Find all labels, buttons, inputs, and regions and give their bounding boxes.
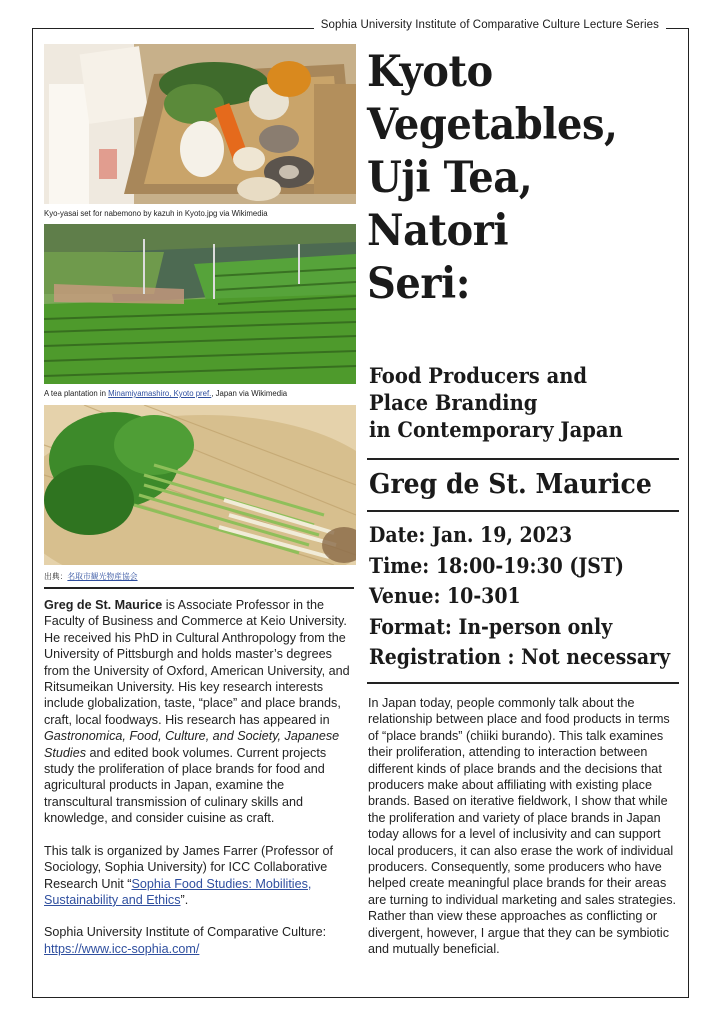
lecture-subtitle: Food Producers and Place Branding in Contemporary Japan xyxy=(369,363,623,442)
divider xyxy=(367,510,679,512)
photo-caption: 出典：名取市観光物産協会 xyxy=(44,572,138,581)
event-format: Format: In-person only xyxy=(369,613,613,639)
abstract-text: In Japan today, people commonly talk about the relationship between place and food products in terms of “place brands” (chiiki burando). This talk examines their proliferation, attending to interaction between different kinds of place brands and the decisions that producers make about affiliating with existing place brands. Based on iterative fieldwork, I show that while the proliferation and variety of place brands in Japan today allows for a level of inclusivity and can support local producers, it can also erase the work of individual producers. Consequently, some producers who have helped create meaningful place brands for their areas are turning to individual marketing and sales strategies. Rather than view these approaches as conflicting or divergent, however, I argue that they can be symbiotic and mutually beneficial. xyxy=(368,696,677,957)
research-unit-link[interactable]: Sophia Food Studies: Mobilities, Sustainability and Ethics xyxy=(44,876,312,907)
event-registration: Registration : Not necessary xyxy=(369,644,671,669)
photo-caption: A tea plantation in Minamiyamashiro, Kyoto pref., Japan via Wikimedia xyxy=(44,389,288,398)
tea-plantation-photo xyxy=(44,224,356,384)
event-venue: Venue: 10-301 xyxy=(369,583,521,608)
lecture-title: Kyoto Vegetables, Uji Tea, Natori Seri: xyxy=(367,47,618,309)
divider xyxy=(44,587,354,589)
speaker-name: Greg de St. Maurice xyxy=(369,469,652,500)
caption-link[interactable]: 名取市観光物産協会 xyxy=(67,572,138,581)
event-date: Date: Jan. 19, 2023 xyxy=(369,522,573,547)
speaker-bio xyxy=(44,597,356,973)
institute-url-link[interactable]: https://www.icc-sophia.com/ xyxy=(44,941,200,956)
event-time: Time: 18:00-19:30 (JST) xyxy=(369,552,624,578)
organizer-paragraph: This talk is organized by James Farrer (Professor of Sociology, Sophia University) for ICC Collaborative Research Unit “Sophia Food Studies: Mobilities, Sustainability and Ethics”. xyxy=(44,843,334,907)
natori-seri-bundle-photo xyxy=(44,405,356,565)
divider xyxy=(367,682,679,684)
divider xyxy=(367,458,679,460)
bio-name: Greg de St. Maurice xyxy=(44,598,163,612)
photo-caption: Kyo-yasai set for nabemono by kazuh in Kyoto.jpg via Wikimedia xyxy=(44,209,268,218)
institute-paragraph: Sophia University Institute of Comparative Culture: https://www.icc-sophia.com/ xyxy=(44,925,327,956)
bio-journals: Gastronomica, Food, Culture, and Society, Japanese Studies xyxy=(44,729,340,760)
bio-paragraph: Greg de St. Maurice is Associate Professor in the Faculty of Business and Commerce at Keio University. He received his PhD in Cultural Anthropology from the University of Pittsburgh and holds master’s degrees from the University of Oxford, American University, and Ritsumeikan University. His key research interests include globalization, taste, “place” and place brands, craft, local foodways. His research has appeared in Gastronomica, Food, Culture, and Society, Japanese Studies and edited book volumes. Current projects study the proliferation of place brands for food and agricultural products in Japan, examine the transcultural transmission of culinary skills and knowledge, and consider cuisine as craft. xyxy=(44,598,350,826)
kyo-yasai-vegetable-basket-photo xyxy=(44,44,356,204)
lecture-series-header: Sophia University Institute of Comparative Culture Lecture Series xyxy=(314,19,666,31)
caption-link[interactable]: Minamiyamashiro, Kyoto pref. xyxy=(108,389,212,398)
event-details xyxy=(369,520,671,673)
